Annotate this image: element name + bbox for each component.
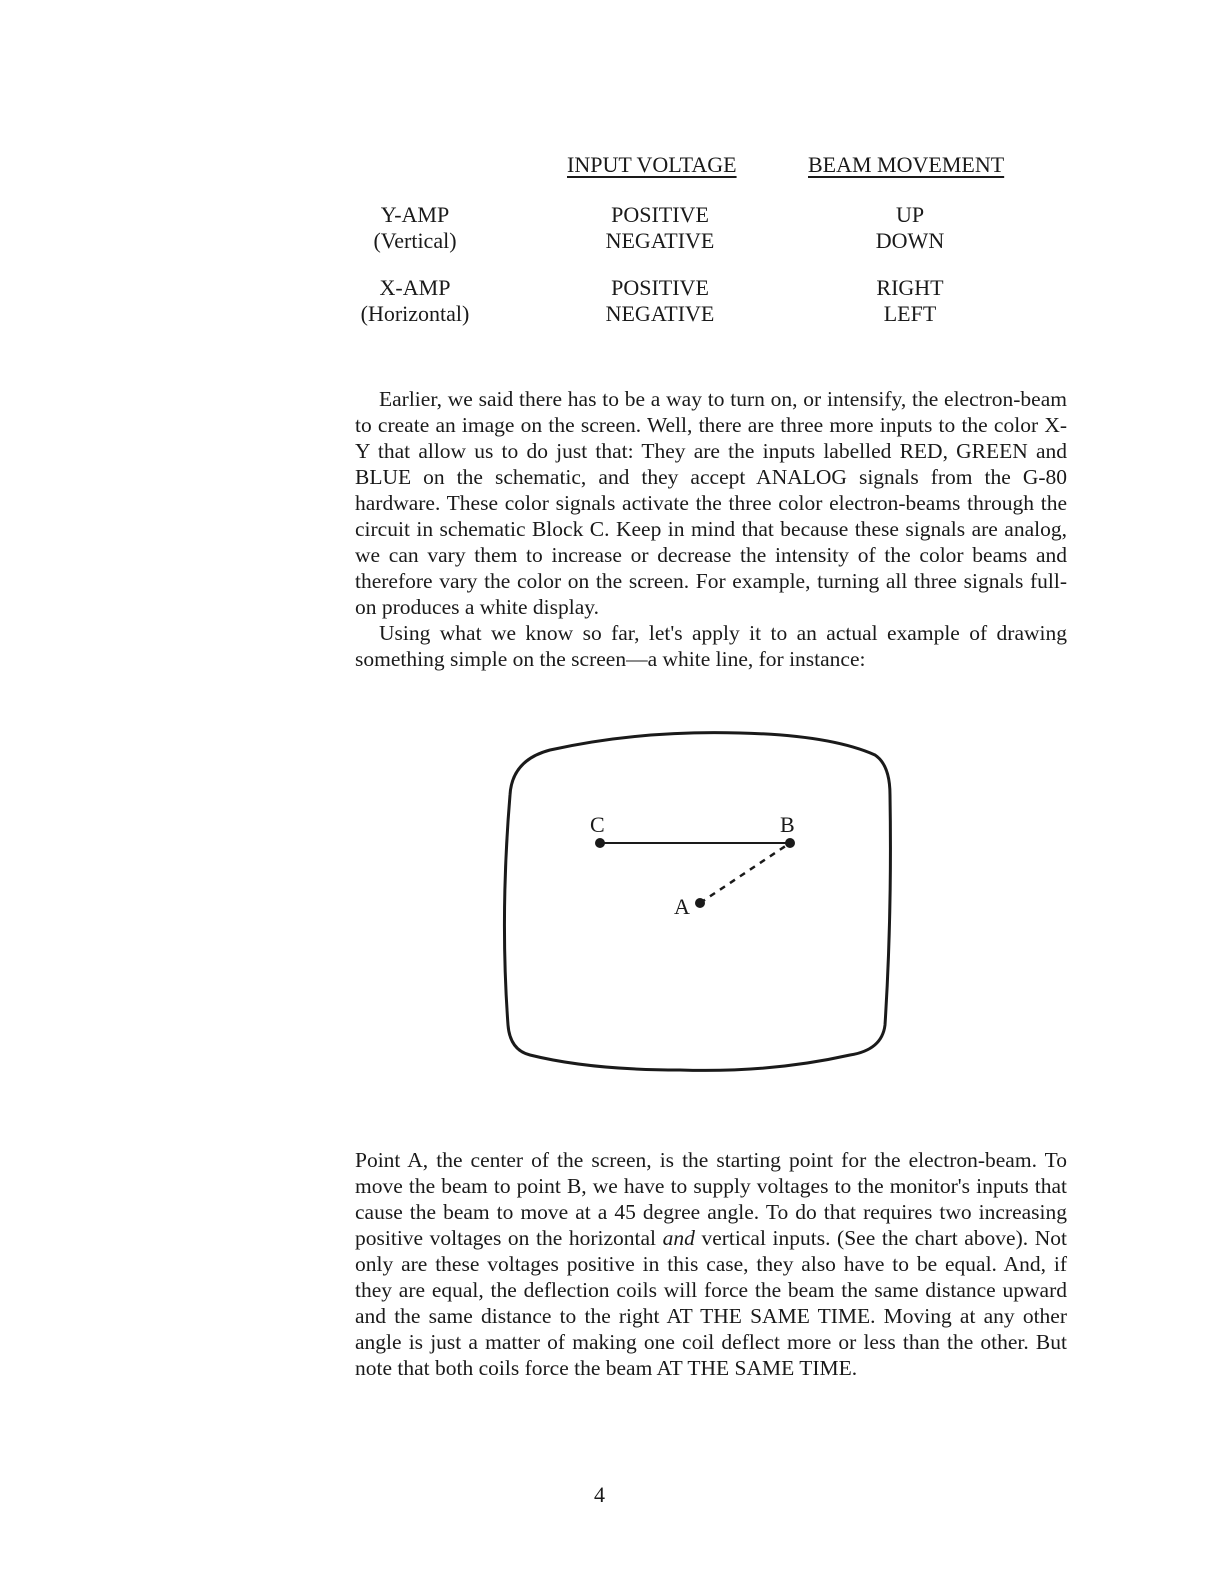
voltage-value: NEGATIVE — [605, 301, 715, 326]
movement-value: RIGHT — [876, 275, 944, 300]
intro-text — [355, 386, 1067, 672]
label-b: B — [780, 812, 795, 837]
voltage-value: NEGATIVE — [605, 228, 715, 253]
page-number: 4 — [594, 1482, 605, 1507]
crt-screen-diagram — [490, 725, 910, 1085]
row-sub: (Horizontal) — [360, 301, 470, 326]
paragraph-intensity: Earlier, we said there has to be a way to turn on, or intensify, the electron-beam to create an image on the screen. Well, there are three more inputs to the color X-Y that allow us to do just that: They are the inputs labelled RED, GREEN and BLUE on the schematic, and they accept ANALOG signals from the G-80 hardware. These color signals activate the three color electron-beams through the circuit in schematic Block C. Keep in mind that because these signals are analog, we can vary them to increase or decrease the intensity of the color beams and therefore vary the color on the screen. For example, turning all three signals full-on produces a white display. — [355, 387, 1067, 619]
row-movement-y-amp — [840, 202, 980, 254]
row-movement-x-amp — [840, 275, 980, 327]
row-voltage-y-amp — [580, 202, 740, 254]
dashed-path-a-to-b — [700, 843, 790, 903]
paragraph-point-a — [355, 1147, 1067, 1381]
point-b — [785, 838, 795, 848]
row-voltage-x-amp — [580, 275, 740, 327]
row-name: Y-AMP — [380, 202, 450, 227]
movement-value: UP — [895, 202, 925, 227]
point-a — [695, 898, 705, 908]
voltage-value: POSITIVE — [611, 202, 709, 227]
row-label-y-amp — [340, 202, 490, 254]
header-beam-movement: BEAM MOVEMENT — [808, 152, 1005, 177]
explanation-text — [355, 1147, 1067, 1381]
label-a: A — [674, 894, 690, 919]
paragraph-example: Using what we know so far, let's apply it to an actual example of drawing something simple on the screen—a white line, for instance: — [355, 621, 1067, 671]
text-run: Point A, the center of the screen, is the starting point for the electron-beam. To move the beam to point B, we have to supply voltages to the monitor's inputs that cause the beam to move at a 45 degree angle. To do that requires two increasing positive voltages on the horizontal — [355, 1148, 1067, 1250]
header-input-voltage: INPUT VOLTAGE — [567, 152, 737, 177]
point-c — [595, 838, 605, 848]
text-run: vertical inputs. (See the chart above). Not only are these voltages positive in this case, they also have to be equal. And, if they are equal, the deflection coils will force the beam the same distance upward and the same distance to the right AT THE SAME TIME. Moving at any other angle is just a matter of making one coil deflect more or less than the other. But note that both coils force the beam AT THE SAME TIME. — [355, 1226, 1067, 1380]
movement-value: DOWN — [875, 228, 945, 253]
voltage-value: POSITIVE — [611, 275, 709, 300]
row-name: X-AMP — [379, 275, 451, 300]
label-c: C — [590, 812, 605, 837]
row-label-x-amp — [340, 275, 490, 327]
emphasis-and: and — [662, 1226, 695, 1250]
movement-value: LEFT — [883, 301, 937, 326]
row-sub: (Vertical) — [373, 228, 457, 253]
